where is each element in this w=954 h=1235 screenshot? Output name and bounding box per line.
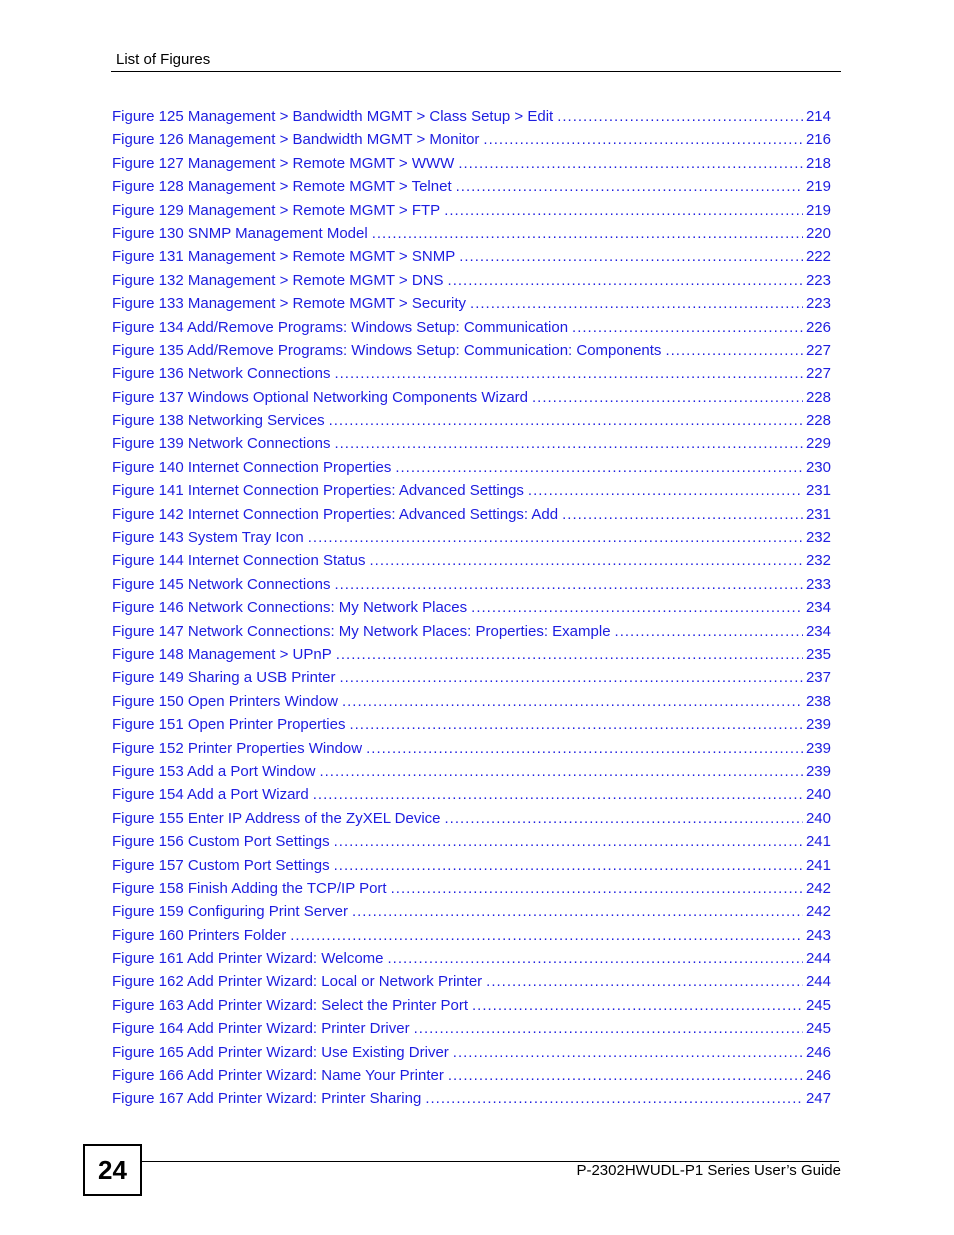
toc-dot-leader: [665, 339, 803, 362]
toc-entry-title: Figure 157 Custom Port Settings: [112, 856, 330, 874]
toc-entry-link[interactable]: [112, 479, 831, 502]
toc-entry-link[interactable]: [112, 854, 831, 877]
toc-dot-leader: [615, 620, 803, 643]
toc-entry-page: 239: [805, 739, 831, 757]
toc-entry-page: 242: [805, 903, 831, 921]
toc-entry-page: 239: [805, 716, 831, 734]
toc-entry-title: Figure 136 Network Connections: [112, 365, 331, 383]
toc-entry-page: 243: [805, 926, 831, 944]
toc-entry-title: Figure 140 Internet Connection Properties: [112, 458, 392, 476]
toc-dot-leader: [334, 362, 803, 385]
toc-entry-title: Figure 152 Printer Properties Window: [112, 739, 363, 757]
toc-entry-page: 219: [805, 201, 831, 219]
toc-entry-title: Figure 164 Add Printer Wizard: Printer Driver: [112, 1020, 410, 1038]
toc-dot-leader: [334, 830, 803, 853]
toc-entry-page: 234: [805, 622, 831, 640]
toc-entry-page: 241: [805, 833, 831, 851]
toc-entry-page: 235: [805, 645, 831, 663]
toc-entry-page: 233: [805, 575, 831, 593]
toc-dot-leader: [372, 222, 803, 245]
toc-entry-title: Figure 141 Internet Connection Properties: Advanced Settings: [112, 482, 524, 500]
toc-entry-title: Figure 126 Management > Bandwidth MGMT > Monitor: [112, 131, 480, 149]
toc-entry-page: 244: [805, 973, 831, 991]
toc-entry-title: Figure 129 Management > Remote MGMT > FTP: [112, 201, 441, 219]
toc-entry-link[interactable]: [112, 690, 831, 713]
toc-dot-leader: [414, 1017, 803, 1040]
toc-dot-leader: [334, 854, 803, 877]
toc-entry-title: Figure 162 Add Printer Wizard: Local or Network Printer: [112, 973, 483, 991]
toc-entry-title: Figure 135 Add/Remove Programs: Windows Setup: Communication: Components: [112, 341, 662, 359]
toc-entry-link[interactable]: [112, 877, 831, 900]
page-number: 24: [83, 1144, 142, 1196]
toc-dot-leader: [339, 666, 803, 689]
toc-entry-title: Figure 131 Management > Remote MGMT > SNMP: [112, 248, 456, 266]
toc-entry-link[interactable]: [112, 245, 831, 268]
toc-entry-link[interactable]: [112, 128, 831, 151]
header-title: List of Figures: [116, 51, 211, 68]
toc-entry-link[interactable]: [112, 620, 831, 643]
toc-entry-page: 227: [805, 341, 831, 359]
toc-entry-page: 240: [805, 786, 831, 804]
toc-dot-leader: [342, 690, 803, 713]
toc-entry-link[interactable]: [112, 1064, 831, 1087]
toc-entry-page: 228: [805, 412, 831, 430]
toc-entry-page: 232: [805, 552, 831, 570]
toc-dot-leader: [395, 456, 803, 479]
toc-entry-page: 246: [805, 1043, 831, 1061]
toc-entry-title: Figure 134 Add/Remove Programs: Windows Setup: Communication: [112, 318, 569, 336]
list-of-figures: [112, 105, 831, 1111]
toc-dot-leader: [329, 409, 803, 432]
toc-entry-link[interactable]: [112, 269, 831, 292]
toc-dot-leader: [459, 245, 803, 268]
toc-entry-title: Figure 144 Internet Connection Status: [112, 552, 366, 570]
toc-dot-leader: [572, 316, 803, 339]
toc-entry-page: 244: [805, 950, 831, 968]
toc-dot-leader: [388, 947, 803, 970]
toc-entry-page: 222: [805, 248, 831, 266]
toc-entry-title: Figure 143 System Tray Icon: [112, 529, 304, 547]
toc-entry-page: 238: [805, 692, 831, 710]
toc-entry-title: Figure 149 Sharing a USB Printer: [112, 669, 336, 687]
toc-entry-title: Figure 150 Open Printers Window: [112, 692, 338, 710]
toc-entry-link[interactable]: [112, 643, 831, 666]
toc-entry-page: 242: [805, 879, 831, 897]
toc-entry-title: Figure 142 Internet Connection Properties: Advanced Settings: Add: [112, 505, 559, 523]
toc-dot-leader: [349, 713, 803, 736]
toc-entry-page: 231: [805, 505, 831, 523]
toc-entry-page: 223: [805, 271, 831, 289]
toc-entry-title: Figure 161 Add Printer Wizard: Welcome: [112, 950, 384, 968]
toc-entry-title: Figure 133 Management > Remote MGMT > Security: [112, 295, 467, 313]
toc-dot-leader: [319, 760, 803, 783]
toc-entry-link[interactable]: [112, 199, 831, 222]
toc-entry-page: 245: [805, 1020, 831, 1038]
toc-entry-title: Figure 127 Management > Remote MGMT > WWW: [112, 154, 455, 172]
toc-entry-title: Figure 137 Windows Optional Networking Components Wizard: [112, 388, 529, 406]
toc-dot-leader: [557, 105, 803, 128]
toc-dot-leader: [352, 900, 803, 923]
toc-entry-link[interactable]: [112, 409, 831, 432]
toc-entry-page: 214: [805, 108, 831, 125]
toc-entry-title: Figure 166 Add Printer Wizard: Name Your Printer: [112, 1067, 444, 1085]
toc-dot-leader: [471, 596, 803, 619]
toc-entry-link[interactable]: [112, 783, 831, 806]
toc-entry-title: Figure 153 Add a Port Window: [112, 762, 316, 780]
toc-dot-leader: [483, 128, 803, 151]
toc-entry-page: 237: [805, 669, 831, 687]
toc-entry-title: Figure 125 Management > Bandwidth MGMT > Class Setup > Edit: [112, 108, 554, 125]
toc-dot-leader: [472, 994, 803, 1017]
toc-dot-leader: [444, 199, 803, 222]
header-divider: [111, 71, 841, 72]
toc-entry-page: 239: [805, 762, 831, 780]
toc-entry-link[interactable]: [112, 105, 831, 128]
toc-entry-page: 218: [805, 154, 831, 172]
toc-entry-title: Figure 139 Network Connections: [112, 435, 331, 453]
toc-dot-leader: [336, 643, 803, 666]
toc-dot-leader: [313, 783, 803, 806]
toc-dot-leader: [308, 526, 803, 549]
toc-entry-page: 226: [805, 318, 831, 336]
toc-dot-leader: [290, 924, 803, 947]
toc-entry-link[interactable]: [112, 666, 831, 689]
toc-entry-title: Figure 147 Network Connections: My Network Places: Properties: Example: [112, 622, 611, 640]
toc-dot-leader: [532, 386, 803, 409]
toc-dot-leader: [453, 1041, 803, 1064]
toc-entry-link[interactable]: [112, 175, 831, 198]
toc-entry-page: 230: [805, 458, 831, 476]
toc-entry-link[interactable]: [112, 900, 831, 923]
toc-dot-leader: [370, 549, 803, 572]
toc-entry-link[interactable]: [112, 1087, 831, 1110]
toc-entry-link[interactable]: [112, 713, 831, 736]
toc-entry-link[interactable]: [112, 386, 831, 409]
toc-entry-page: 228: [805, 388, 831, 406]
toc-dot-leader: [470, 292, 803, 315]
toc-entry-page: 247: [805, 1090, 831, 1108]
toc-entry-link[interactable]: [112, 573, 831, 596]
toc-dot-leader: [448, 269, 803, 292]
toc-dot-leader: [366, 737, 803, 760]
toc-entry-link[interactable]: [112, 456, 831, 479]
toc-entry-link[interactable]: [112, 830, 831, 853]
toc-entry-link[interactable]: [112, 737, 831, 760]
toc-entry-page: 219: [805, 178, 831, 196]
toc-entry-link[interactable]: [112, 1017, 831, 1040]
toc-dot-leader: [528, 479, 803, 502]
toc-entry-page: 246: [805, 1067, 831, 1085]
toc-entry-link[interactable]: [112, 760, 831, 783]
toc-entry-page: 231: [805, 482, 831, 500]
toc-entry-page: 229: [805, 435, 831, 453]
toc-entry-title: Figure 151 Open Printer Properties: [112, 716, 346, 734]
toc-entry-title: Figure 160 Printers Folder: [112, 926, 287, 944]
toc-entry-link[interactable]: [112, 292, 831, 315]
toc-entry-link[interactable]: [112, 152, 831, 175]
toc-dot-leader: [425, 1087, 803, 1110]
toc-entry-page: 216: [805, 131, 831, 149]
toc-entry-link[interactable]: [112, 1041, 831, 1064]
toc-entry-title: Figure 163 Add Printer Wizard: Select the Printer Port: [112, 996, 468, 1014]
toc-entry-title: Figure 154 Add a Port Wizard: [112, 786, 309, 804]
toc-entry-title: Figure 130 SNMP Management Model: [112, 224, 368, 242]
toc-entry-title: Figure 138 Networking Services: [112, 412, 325, 430]
toc-entry-page: 220: [805, 224, 831, 242]
toc-entry-title: Figure 159 Configuring Print Server: [112, 903, 348, 921]
toc-dot-leader: [456, 175, 803, 198]
toc-entry-link[interactable]: [112, 596, 831, 619]
toc-entry-link[interactable]: [112, 970, 831, 993]
toc-entry-page: 234: [805, 599, 831, 617]
toc-entry-title: Figure 165 Add Printer Wizard: Use Existing Driver: [112, 1043, 449, 1061]
toc-entry-link[interactable]: [112, 503, 831, 526]
guide-title: P-2302HWUDL-P1 Series User’s Guide: [576, 1162, 841, 1179]
toc-entry-title: Figure 146 Network Connections: My Network Places: [112, 599, 468, 617]
toc-entry-page: 245: [805, 996, 831, 1014]
toc-entry-title: Figure 156 Custom Port Settings: [112, 833, 330, 851]
toc-entry-title: Figure 145 Network Connections: [112, 575, 331, 593]
toc-entry-title: Figure 128 Management > Remote MGMT > Telnet: [112, 178, 452, 196]
toc-dot-leader: [486, 970, 803, 993]
toc-entry-link[interactable]: [112, 316, 831, 339]
toc-entry-link[interactable]: [112, 222, 831, 245]
toc-entry-link[interactable]: [112, 549, 831, 572]
toc-dot-leader: [562, 503, 803, 526]
toc-entry-link[interactable]: [112, 924, 831, 947]
toc-dot-leader: [445, 807, 803, 830]
toc-dot-leader: [334, 573, 803, 596]
toc-entry-title: Figure 155 Enter IP Address of the ZyXEL Device: [112, 809, 441, 827]
toc-entry-title: Figure 158 Finish Adding the TCP/IP Port: [112, 879, 387, 897]
toc-entry-link[interactable]: [112, 526, 831, 549]
toc-entry-page: 227: [805, 365, 831, 383]
toc-dot-leader: [334, 432, 803, 455]
toc-entry-page: 240: [805, 809, 831, 827]
toc-dot-leader: [391, 877, 803, 900]
toc-entry-link[interactable]: [112, 362, 831, 385]
toc-entry-link[interactable]: [112, 807, 831, 830]
toc-entry-page: 241: [805, 856, 831, 874]
toc-entry-link[interactable]: [112, 432, 831, 455]
toc-dot-leader: [458, 152, 803, 175]
toc-entry-page: 232: [805, 529, 831, 547]
toc-entry-page: 223: [805, 295, 831, 313]
toc-entry-title: Figure 148 Management > UPnP: [112, 645, 332, 663]
toc-entry-title: Figure 132 Management > Remote MGMT > DNS: [112, 271, 444, 289]
toc-entry-link[interactable]: [112, 947, 831, 970]
toc-entry-link[interactable]: [112, 994, 831, 1017]
toc-entry-link[interactable]: [112, 339, 831, 362]
toc-dot-leader: [448, 1064, 803, 1087]
toc-entry-title: Figure 167 Add Printer Wizard: Printer Sharing: [112, 1090, 422, 1108]
